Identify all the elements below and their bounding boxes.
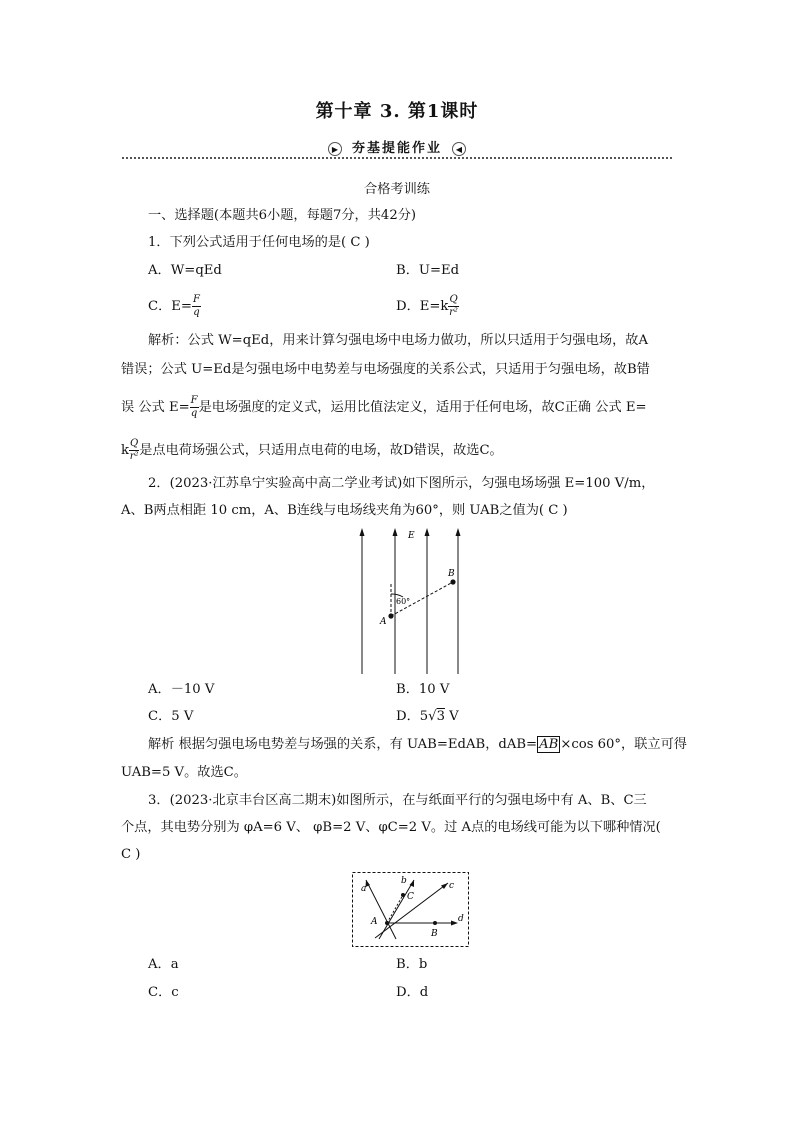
point-b-label: B <box>448 569 455 579</box>
q2-option-d-suffix: V <box>444 709 459 724</box>
section-banner <box>0 137 794 156</box>
point-c <box>401 893 405 897</box>
point-b <box>433 921 437 925</box>
label-d: d <box>458 914 464 924</box>
q2-option-d <box>396 707 459 727</box>
q2-explanation-line-1-a: 解析 根据匀强电场电势差与场强的关系，有 UAB=EdAB，dAB= <box>148 737 538 752</box>
point-a-label: A <box>371 917 378 927</box>
q1-option-d <box>396 294 459 319</box>
q2-explanation-line-1-b: ×cos 60°，联立可得 <box>560 737 687 752</box>
arrow-head <box>360 528 365 536</box>
q3-field-diagram <box>351 871 471 949</box>
fraction <box>190 395 199 420</box>
q3-option-c: C．c <box>148 985 179 1000</box>
field-label: E <box>408 531 415 541</box>
banner-divider <box>122 157 672 159</box>
q1-option-a: A．W=qEd <box>148 263 222 278</box>
q1-explanation-line-3 <box>121 395 647 420</box>
line-b <box>379 880 414 939</box>
q1-stem: 1．下列公式适用于任何电场的是( C ) <box>148 235 370 250</box>
fraction-denominator: q <box>193 307 200 318</box>
label-c: c <box>449 881 455 891</box>
q1-explanation-line-1: 解析：公式 W=qEd，用来计算匀强电场中电场力做功，所以只适用于匀强电场，故A <box>148 333 649 348</box>
q1-explanation-line-2: 错误；公式 U=Ed是匀强电场中电势差与电场强度的关系公式，只适用于匀强电场，故B错 <box>121 362 650 377</box>
sqrt-radicand: 3 <box>436 709 445 724</box>
fraction-numerator: F <box>190 395 198 406</box>
q2-explanation-line-1-box: AB <box>539 737 559 752</box>
fraction-numerator: F <box>192 294 200 305</box>
q2-option-b: B．10 V <box>396 682 450 697</box>
q1-explanation-line-4-b: 是点电荷场强公式，只适用点电荷的电场，故D错误，故选C。 <box>139 443 503 458</box>
q2-explanation-line-2: UAB=5 V。故选C。 <box>121 765 247 780</box>
fraction <box>448 294 458 319</box>
q1-option-b: B．U=Ed <box>396 263 460 278</box>
fraction-numerator: Q <box>130 438 139 449</box>
point-a <box>388 613 393 618</box>
section-title: 合格考训练 <box>364 182 430 197</box>
label-a: a <box>361 884 367 894</box>
line-a <box>366 880 396 939</box>
q1-option-d-prefix: D．E=k <box>396 299 449 314</box>
q2-option-c: C．5 V <box>148 709 194 724</box>
q3-option-b: B．b <box>396 957 428 972</box>
q1-explanation-line-3-b: 是电场强度的定义式，运用比值法定义，适用于任何电场，故C正确 公式 E= <box>198 400 647 415</box>
q2-option-a: A．－10 V <box>148 682 215 697</box>
part-heading: 一、选择题(本题共6小题，每题7分，共42分) <box>148 208 417 223</box>
q3-stem-line-3: C ) <box>121 847 141 862</box>
fraction-denominator: r² <box>449 307 458 318</box>
point-a <box>385 921 389 925</box>
point-a-label: A <box>380 617 387 627</box>
q3-stem-line-2: 个点，其电势分别为 φA=6 V、 φB=2 V、φC=2 V。过 A点的电场线可能为以下哪种情况( <box>121 820 661 835</box>
q1-explanation-line-4-a: k <box>121 443 129 458</box>
arrow-head <box>393 528 398 536</box>
left-arrow-icon: ◀ <box>452 142 466 156</box>
q1-option-c-prefix: C．E= <box>148 299 192 314</box>
label-b: b <box>401 876 407 886</box>
q2-stem-line-2: A、B两点相距 10 cm，A、B连线与电场线夹角为60°，则 UAB之值为( C ) <box>121 503 568 518</box>
banner-label: 夯基提能作业 <box>348 137 446 156</box>
arrow-head-d <box>451 921 458 926</box>
point-b <box>450 579 455 584</box>
q3-option-a: A．a <box>148 957 179 972</box>
arrow-head <box>425 528 430 536</box>
fraction-denominator: r² <box>129 451 139 462</box>
fraction <box>129 438 139 463</box>
q3-stem-line-1: 3．(2023·北京丰台区高二期末)如图所示，在与纸面平行的匀强电场中有 A、B、C三 <box>148 793 647 808</box>
arrow-head <box>456 528 461 536</box>
sqrt-sign: √ <box>428 709 437 724</box>
q1-explanation-line-4 <box>121 438 503 463</box>
fraction-denominator: q <box>190 408 198 419</box>
fraction-numerator: Q <box>449 294 458 305</box>
q2-option-d-prefix: D．5 <box>396 709 429 724</box>
page-title: 第十章 3. 第1课时 <box>315 101 479 122</box>
point-b-label: B <box>431 929 438 939</box>
q2-field-diagram <box>350 524 470 676</box>
q2-explanation-line-1 <box>148 735 687 755</box>
q1-option-c <box>148 294 201 319</box>
q1-explanation-line-3-a: 误 公式 E= <box>121 400 190 415</box>
q3-option-d: D．d <box>396 985 429 1000</box>
right-arrow-icon: ▶ <box>328 142 342 156</box>
point-c-label: C <box>407 892 414 902</box>
q2-stem-line-1: 2．(2023·江苏阜宁实验高中高二学业考试)如下图所示，匀强电场场强 E=100 V/m， <box>148 476 655 491</box>
fraction <box>192 294 201 319</box>
angle-label: 60° <box>396 597 411 606</box>
